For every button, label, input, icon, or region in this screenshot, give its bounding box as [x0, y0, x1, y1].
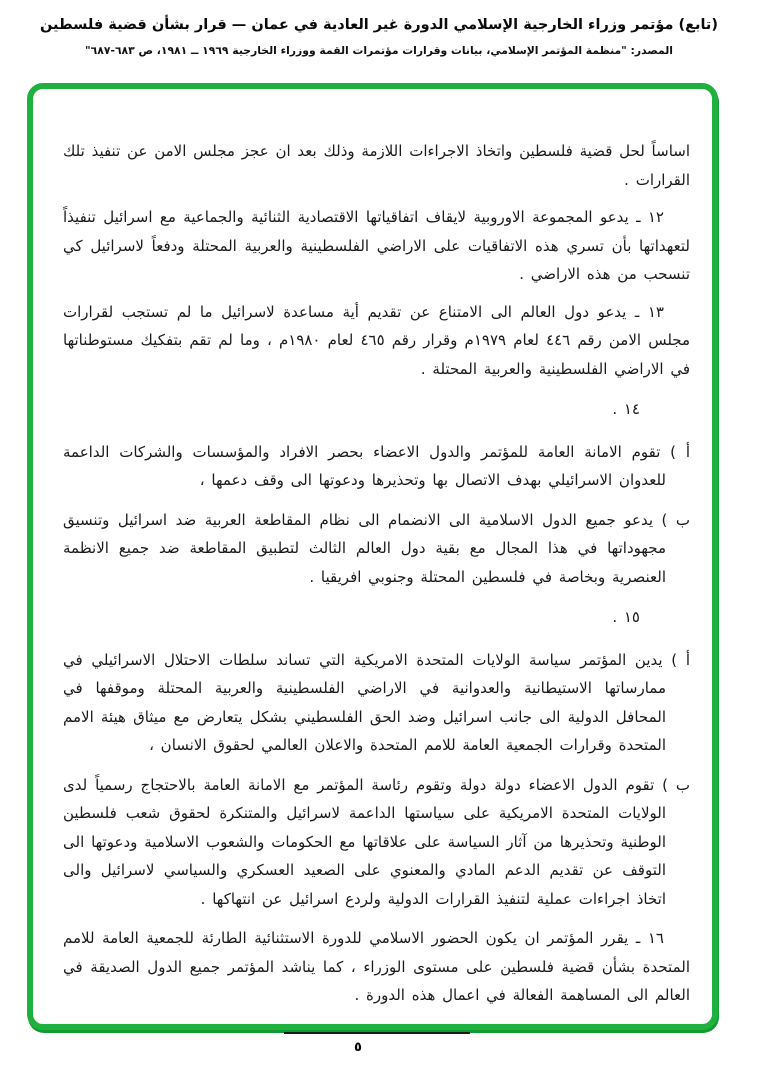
page-border-frame [27, 83, 718, 1030]
document-marker: ١٥ . [612, 608, 640, 626]
document-item: ب ) يدعو جميع الدول الاسلامية الى الانضمام الى نظام المقاطعة العربية ضد اسرائيل وتنسيق مجهوداتها في هذا المجال مع بقية دول العالم الثالث لتطبيق المقاطعة ضد جميع الانظمة العنصرية وبخاصة في فلسطين المحتلة وجنوبي افريقيا . [63, 510, 690, 586]
document-paragraph: اساساً لحل قضية فلسطين واتخاذ الاجراءات اللازمة وذلك بعد ان عجز مجلس الامن عن تنفيذ تلك القرارات . [63, 142, 690, 189]
document-item: أ ) يدين المؤتمر سياسة الولايات المتحدة الامريكية التي تساند سلطات الاحتلال الاسرائيلي في ممارساتها الاستيطانية والعدوانية في الاراضي الفلسطينية والعربية المحتلة وموقفها في المحافل الدولية الى جانب اسرائيل وضد الحق الفلسطيني بشكل يتعارض مع ميثاق هيئة الامم المتحدة وقرارات الجمعية العامة للامم المتحدة والاعلان العالمي لحقوق الانسان ، [63, 650, 690, 754]
document-marker: ١٤ . [612, 400, 640, 418]
document-header [0, 0, 758, 58]
document-paragraph: ١٣ ـ يدعو دول العالم الى الامتناع عن تقديم أية مساعدة لاسرائيل ما لم تستجب لقرارات مجلس الامن رقم ٤٤٦ لعام ١٩٧٩م وقرار رقم ٤٦٥ لعام ١٩٨٠م ، وما لم تقم بتفكيك مستوطناتها في الاراضي الفلسطينية والعربية المحتلة . [63, 302, 691, 378]
page-number: ٥ [354, 1040, 362, 1055]
document-source: المصدر: "منظمة المؤتمر الإسلامي، بيانات وقرارات مؤتمرات القمة ووزراء الخارجية ١٩٦٩ ــ ١٩٨١، ص ٦٨٣-٦٨٧" [85, 44, 673, 57]
section-divider [284, 1032, 470, 1034]
document-paragraph: ١٢ ـ يدعو المجموعة الاوروبية لايقاف اتفاقياتها الاقتصادية الثنائية والجماعية مع اسرائيل تنفيذاً لتعهداتها بأن تسري هذه الاتفاقيات على الاراضي الفلسطينية والعربية المحتلة ودفعاً لاسرائيل كي تنسحب من هذه الاراضي . [63, 208, 690, 283]
document-body [63, 137, 690, 1034]
document-item: أ ) تقوم الامانة العامة للمؤتمر والدول الاعضاء بحصر الافراد والمؤسسات والشركات الداعمة للعدوان الاسرائيلي بهدف الاتصال بها وتحذيرها ودعوتها الى وقف دعمها ، [63, 442, 690, 489]
document-title: (تابع) مؤتمر وزراء الخارجية الإسلامي الدورة غير العادية في عمان — قرار بشأن قضية فلسطين [39, 17, 718, 33]
document-item: ب ) تقوم الدول الاعضاء دولة دولة وتقوم رئاسة المؤتمر مع الامانة العامة بالاحتجاج رسمياً لدى الولايات المتحدة الامريكية على سياستها الداعمة لاسرائيل والمتنكرة لحقوق شعب فلسطين الوطنية وتحذيرها من آثار السياسة على علاقاتها مع الحكومات والشعوب الاسلامية ودعوتها الى التوقف عن تقديم الدعم المادي والمعنوي على الصعيد العسكري والسياسي لاسرائيل والى اتخاذ اجراءات عملية لتنفيذ القرارات الدولية ولردع اسرائيل عن انتهاكها . [63, 775, 690, 908]
document-paragraph: ١٦ ـ يقرر المؤتمر ان يكون الحضور الاسلامي للدورة الاستثنائية الطارئة للجمعية العامة للامم المتحدة بشأن قضية فلسطين على مستوى الوزراء ، كما يناشد المؤتمر جميع الدول الصديقة في العالم الى المساهمة الفعالة في اعمال هذه الدورة . [63, 929, 690, 1004]
